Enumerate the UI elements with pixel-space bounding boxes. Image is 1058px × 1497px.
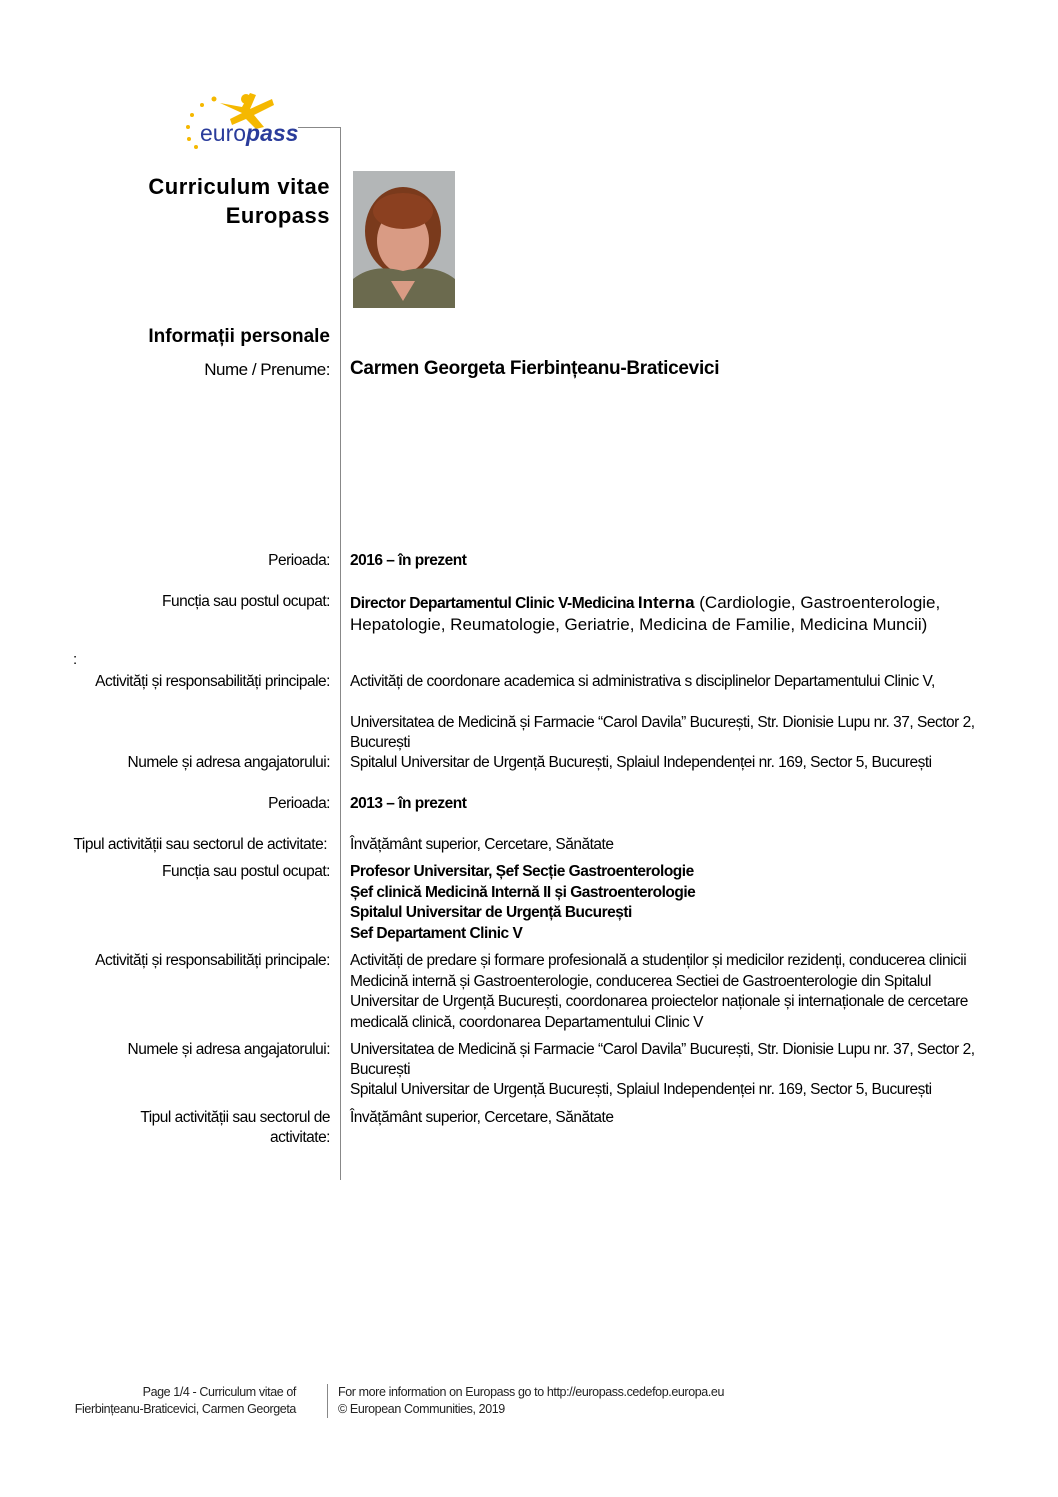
- function-value: [350, 862, 1010, 944]
- profile-photo: [353, 171, 455, 308]
- europass-logo: [180, 85, 310, 155]
- employer-line: Universitatea de Medicină și Farmacie “Carol Davila” București, Str. Dionisie Lupu nr. 37, Sector 2, București: [350, 714, 975, 751]
- activities-label: Activități și responsabilități principale:: [95, 673, 330, 690]
- function-line: Sef Departament Clinic V: [350, 924, 523, 942]
- period-value: 2013 – în prezent: [350, 795, 467, 812]
- footer-divider: [327, 1384, 328, 1418]
- function-line: Profesor Universitar, Șef Secție Gastroenterologie: [350, 863, 694, 880]
- employer-line: Universitatea de Medicină și Farmacie “Carol Davila” București, Str. Dionisie Lupu nr. 37, Sector 2, București: [350, 1041, 975, 1078]
- sector-label-line: Tipul activității sau sectorul de: [140, 1109, 330, 1126]
- employer-line: Spitalul Universitar de Urgență București, Splaiul Independenței nr. 169, Sector 5, București: [350, 1081, 932, 1098]
- footer-europass-link: For more information on Europass go to http://europass.cedefop.europa.eu: [338, 1385, 725, 1399]
- name-label: Nume / Prenume:: [204, 360, 330, 379]
- function-value: [350, 592, 1010, 636]
- cv-title: [148, 172, 330, 230]
- full-name: Carmen Georgeta Fierbințeanu-Braticevici: [350, 358, 720, 379]
- europass-star-figure-icon: [180, 85, 310, 155]
- activities-value: Activități de coordonare academica si administrativa s disciplinelor Departamentului Clinic V,: [350, 673, 935, 690]
- function-line: Șef clinică Medicină Internă II și Gastroenterologie: [350, 883, 696, 901]
- cv-title-line2: Europass: [225, 203, 330, 228]
- sector-value: Învățământ superior, Cercetare, Sănătate: [350, 1109, 614, 1126]
- sector-value: Învățământ superior, Cercetare, Sănătate: [350, 836, 614, 853]
- footer-owner-line: Fierbințeanu-Braticevici, Carmen Georgeta: [74, 1402, 296, 1416]
- sector-label: Tipul activității sau sectorul de activitate:: [73, 836, 327, 853]
- employer-label: Numele și adresa angajatorului:: [127, 754, 330, 771]
- employer-line: Spitalul Universitar de Urgență București, Splaiul Independenței nr. 169, Sector 5, București: [350, 754, 932, 771]
- footer-info: [338, 1384, 724, 1418]
- function-title-end: Interna: [637, 593, 695, 612]
- function-scope: (Cardiologie, Gastroenterologie, Hepatologie, Reumatologie, Geriatrie, Medicina de Familie, Medicina Muncii): [350, 593, 941, 634]
- function-label: Funcția sau postul ocupat:: [162, 593, 330, 610]
- employer-value: [350, 1040, 1010, 1100]
- period-label: Perioada:: [268, 795, 330, 812]
- footer-page-line: Page 1/4 - Curriculum vitae of: [142, 1385, 296, 1399]
- activities-label: Activități și responsabilități principale:: [95, 952, 330, 969]
- function-label: Funcția sau postul ocupat:: [162, 863, 330, 880]
- function-line: Spitalul Universitar de Urgență București: [350, 904, 632, 921]
- footer-page-info: [75, 1384, 296, 1418]
- sector-label: [140, 1108, 330, 1148]
- function-title: Director Departamentul Clinic V-Medicina: [350, 595, 638, 612]
- employer-label: Numele și adresa angajatorului:: [127, 1041, 330, 1058]
- portrait-image: [353, 171, 455, 308]
- sector-label-line: activitate:: [270, 1129, 330, 1146]
- footer-copyright: © European Communities, 2019: [338, 1402, 505, 1416]
- period-value: 2016 – în prezent: [350, 552, 467, 569]
- column-divider: [340, 127, 341, 1180]
- stray-colon: :: [73, 651, 78, 668]
- cv-title-line1: Curriculum vitae: [148, 174, 330, 199]
- employer-value: [350, 713, 1010, 773]
- personal-info-heading: Informații personale: [148, 326, 330, 347]
- logo-text: europass: [200, 120, 299, 146]
- period-label: Perioada:: [268, 552, 330, 569]
- header-divider: [298, 127, 340, 128]
- activities-value: Activități de predare și formare profesională a studenților și medicilor rezidenți, conducerea clinicii Medicină internă și Gastroenterologie, conducerea Sectiei de Gastroenterologie din Spitalul Universitar de Urgență București, coordonarea proiectelor naționale și internaționale de cercetare medicală clinică, coordonarea Departamentului Clinic V: [350, 952, 968, 1031]
